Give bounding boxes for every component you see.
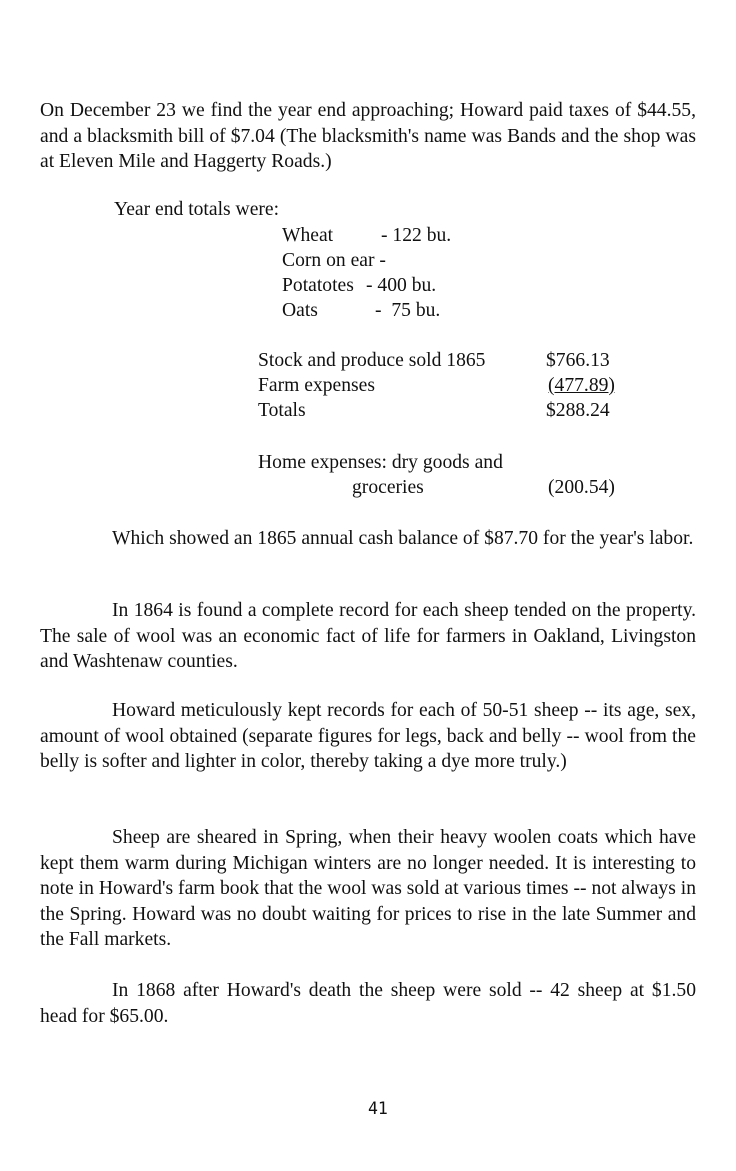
- home-expenses-groceries: groceries: [352, 477, 424, 498]
- crop-name-wheat: Wheat: [282, 225, 334, 246]
- page-number: 41: [368, 1099, 388, 1118]
- paragraph-cash-balance: Which showed an 1865 annual cash balance of $87.70 for the year's labor.: [112, 528, 694, 549]
- home-expenses-value: (200.54): [548, 477, 615, 498]
- crop-amount-wheat: - 122 bu.: [381, 225, 452, 246]
- crop-amount-potatoes: - 400 bu.: [366, 275, 437, 296]
- ledger-value-totals: $288.24: [546, 400, 610, 421]
- ledger-label-totals: Totals: [258, 400, 306, 421]
- totals-heading: Year end totals were:: [114, 199, 280, 220]
- crop-name-corn: Corn on ear -: [282, 250, 386, 271]
- home-expenses-label: Home expenses: dry goods and: [258, 452, 503, 473]
- paragraph-year-end: On December 23 we find the year end approaching; Howard paid taxes of $44.55, and a blacksmith bill of $7.04 (The blacksmith's name was Bands and the shop was at Eleven Mile and Haggerty Roads.): [40, 100, 696, 172]
- crop-name-oats: Oats: [282, 300, 318, 321]
- paragraph-sheep-sold: In 1868 after Howard's death the sheep were sold -- 42 sheep at $1.50 head for $65.00.: [40, 980, 696, 1027]
- paragraph-sheep-record: In 1864 is found a complete record for each sheep tended on the property. The sale of wool was an economic fact of life for farmers in Oakland, Livingston and Washtenaw counties.: [40, 600, 696, 672]
- ledger-label-expenses: Farm expenses: [258, 375, 375, 396]
- crop-amount-oats: - 75 bu.: [375, 300, 441, 321]
- ledger-value-stock: $766.13: [546, 350, 610, 371]
- ledger-value-expenses: (477.89): [548, 375, 615, 396]
- ledger-label-stock: Stock and produce sold 1865: [258, 350, 486, 371]
- paragraph-sheep-wool: Howard meticulously kept records for each of 50-51 sheep -- its age, sex, amount of wool obtained (separate figures for legs, back and belly -- wool from the belly is softer and lighter in color, thereby taking a dye more truly.): [40, 700, 696, 772]
- paragraph-shearing: Sheep are sheared in Spring, when their heavy woolen coats which have kept them warm during Michigan winters are no longer needed. It is interesting to note in Howard's farm book that the wool was sold at various times -- not always in the Spring. Howard was no doubt waiting for prices to rise in the late Summer and the Fall markets.: [40, 827, 696, 950]
- crop-name-potatoes: Potatotes: [282, 275, 354, 296]
